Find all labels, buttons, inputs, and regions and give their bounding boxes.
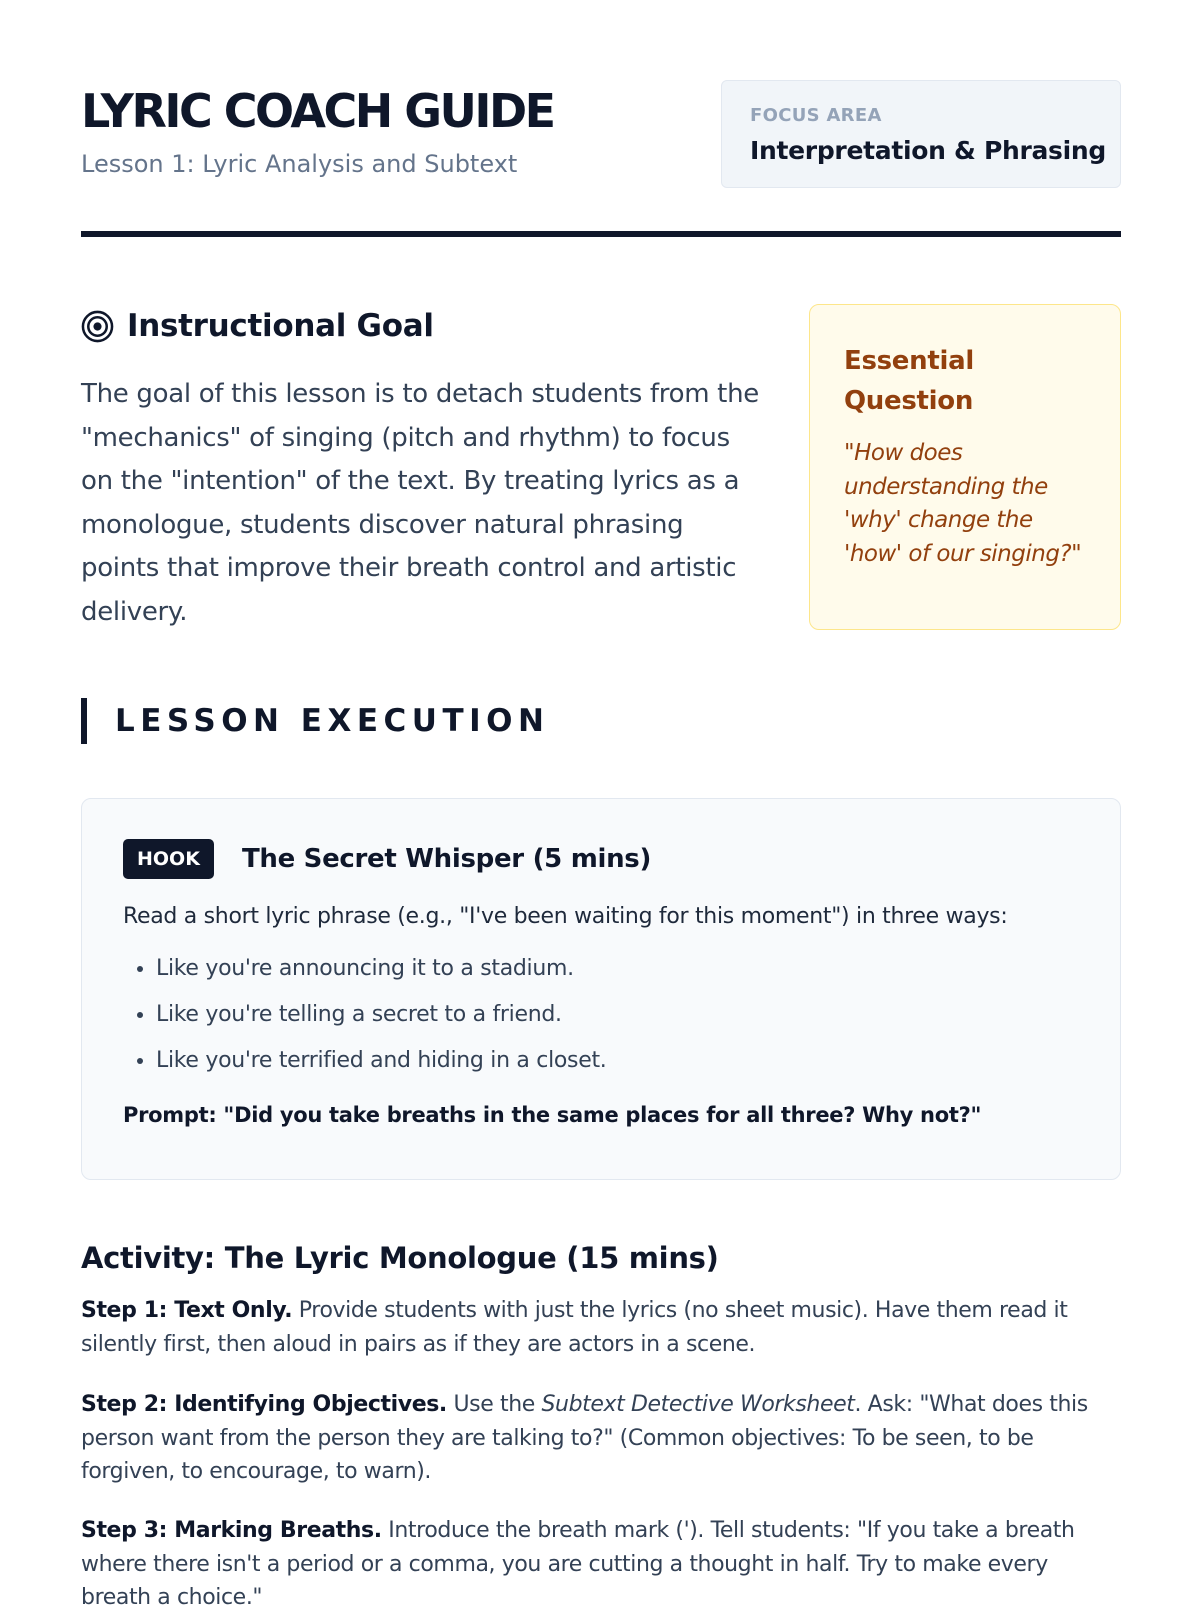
section-accent-bar	[81, 698, 87, 744]
step-label: Step 1: Text Only.	[81, 1298, 293, 1323]
step-text: Introduce the breath mark ('). Tell students: "If you take a breath where there isn't a period or a comma, you are cutting a thought in half. Try to make every breath a choice."	[81, 1518, 1075, 1610]
list-item: • Like you're terrified and hiding in a closet.	[156, 1045, 1080, 1077]
focus-area-box	[721, 80, 1121, 188]
header-divider	[81, 231, 1121, 237]
focus-area-label: FOCUS AREA	[750, 105, 882, 126]
page-subtitle: Lesson 1: Lyric Analysis and Subtext	[81, 150, 518, 178]
activity-step-3	[81, 1514, 1101, 1615]
hook-card	[81, 798, 1121, 1180]
step-text: . Ask: "What does this person want from the person they are talking to?" (Common objectives: To be seen, to be forgiven, to encourage, to warn).	[81, 1392, 1088, 1484]
activity-step-1	[81, 1294, 1101, 1361]
hook-header	[123, 839, 1080, 879]
hook-prompt: Prompt: "Did you take breaths in the same places for all three? Why not?"	[123, 1103, 982, 1127]
page-title: LYRIC COACH GUIDE	[81, 84, 554, 138]
hook-badge: HOOK	[123, 839, 214, 879]
step-text: Provide students with just the lyrics (no sheet music). Have them read it silently first, then aloud in pairs as if they are actors in a scene.	[81, 1298, 1068, 1357]
hook-intro: Read a short lyric phrase (e.g., "I've been waiting for this moment") in three ways:	[123, 904, 1008, 929]
essential-question-box	[809, 304, 1121, 630]
essential-question-text: "How does understanding the 'why' change the 'how' of our singing?"	[844, 440, 1082, 567]
activity-step-2	[81, 1388, 1101, 1489]
list-item: • Like you're announcing it to a stadium.	[156, 953, 1080, 985]
page-header	[81, 80, 1121, 200]
list-item: • Like you're telling a secret to a friend.	[156, 999, 1080, 1031]
goal-section-heading	[81, 304, 434, 348]
worksheet-name: Subtext Detective Worksheet	[541, 1392, 855, 1417]
essential-question-title: Essential Question	[844, 346, 974, 416]
focus-area-value: Interpretation & Phrasing	[750, 136, 1107, 165]
target-icon	[81, 310, 114, 343]
hook-title: The Secret Whisper (5 mins)	[241, 844, 652, 874]
step-label: Step 2: Identifying Objectives.	[81, 1392, 447, 1417]
lesson-execution-heading	[81, 698, 549, 744]
activity-heading: Activity: The Lyric Monologue (15 mins)	[81, 1241, 719, 1275]
step-label: Step 3: Marking Breaths.	[81, 1518, 382, 1543]
step-text-pre: Use the	[446, 1392, 542, 1417]
lesson-execution-title: LESSON EXECUTION	[115, 703, 550, 739]
hook-list	[123, 953, 1080, 1077]
goal-heading-text: Instructional Goal	[127, 308, 434, 344]
goal-description: The goal of this lesson is to detach students from the "mechanics" of singing (pitch and rhythm) to focus on the "intention" of the text. By treating lyrics as a monologue, students discover natural phrasing points that improve their breath control and artistic delivery.	[81, 379, 759, 627]
